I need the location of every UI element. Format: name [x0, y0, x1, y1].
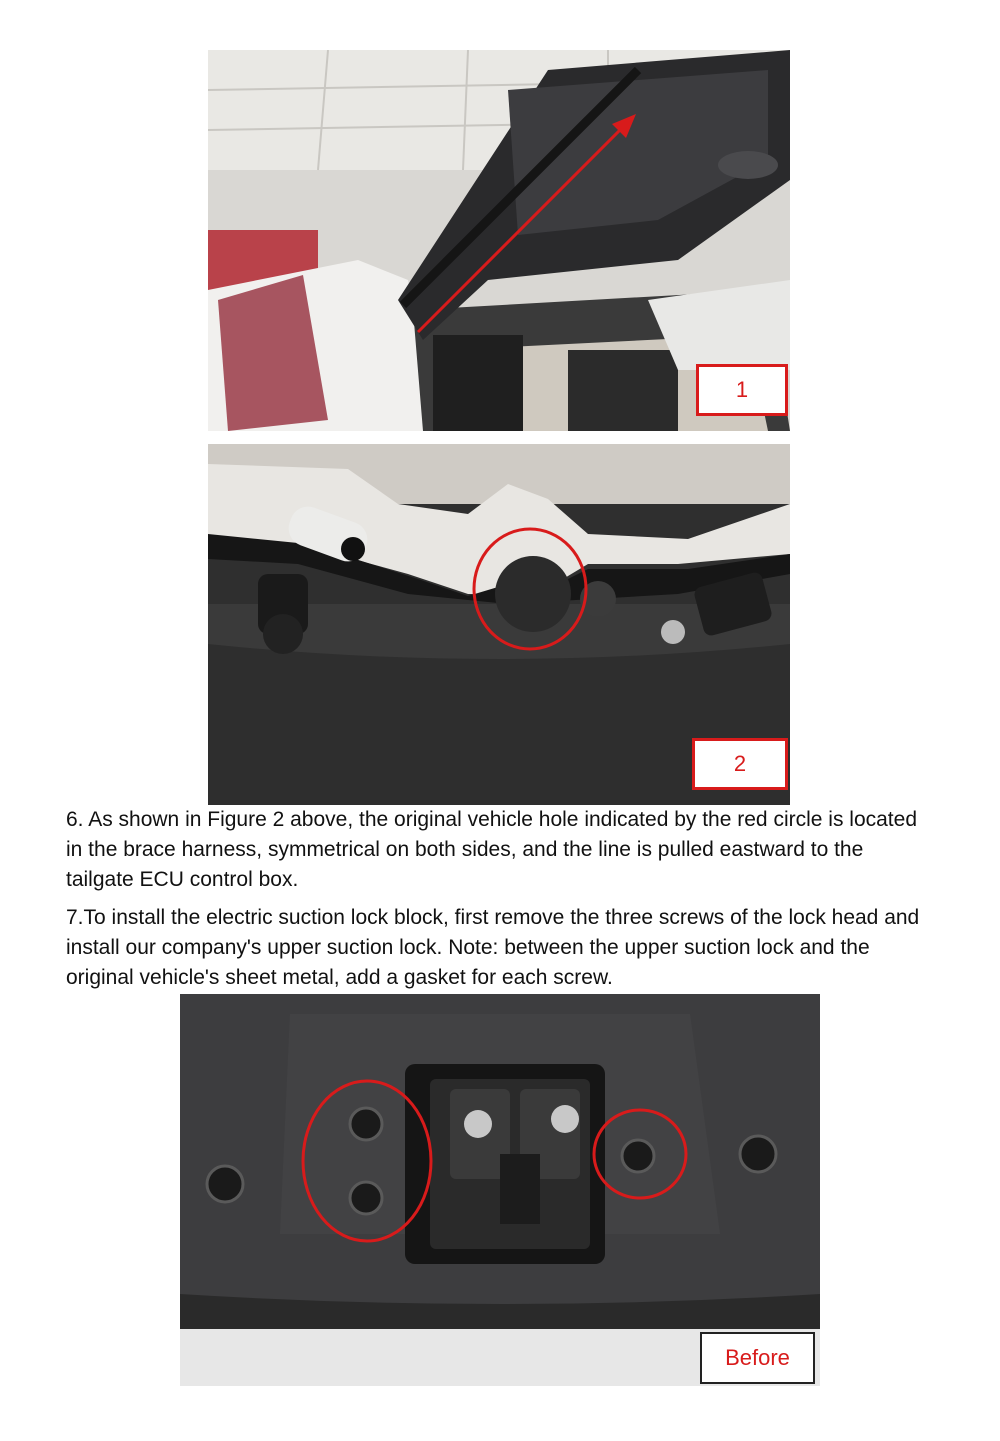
step-6-text: 6. As shown in Figure 2 above, the original vehicle hole indicated by the red circle is located in the brace harness, symmetrical on both sides, and the line is pulled eastward to the tailgate ECU control box.: [66, 808, 917, 891]
figure-2-label: 2: [692, 738, 788, 790]
figure-3-photo: [180, 994, 820, 1386]
figure-1-label: 1: [696, 364, 788, 416]
figure-2-photo: [208, 444, 790, 805]
lock-head-illustration: [180, 994, 820, 1386]
step-7-text: 7.To install the electric suction lock block, first remove the three screws of the lock head and install our company's upper suction lock. Note: between the upper suction lock and the original vehicle's sheet metal, add a gasket for each screw.: [66, 906, 920, 989]
figure-1-photo: [208, 50, 790, 431]
figure-3-label: Before: [700, 1332, 815, 1384]
